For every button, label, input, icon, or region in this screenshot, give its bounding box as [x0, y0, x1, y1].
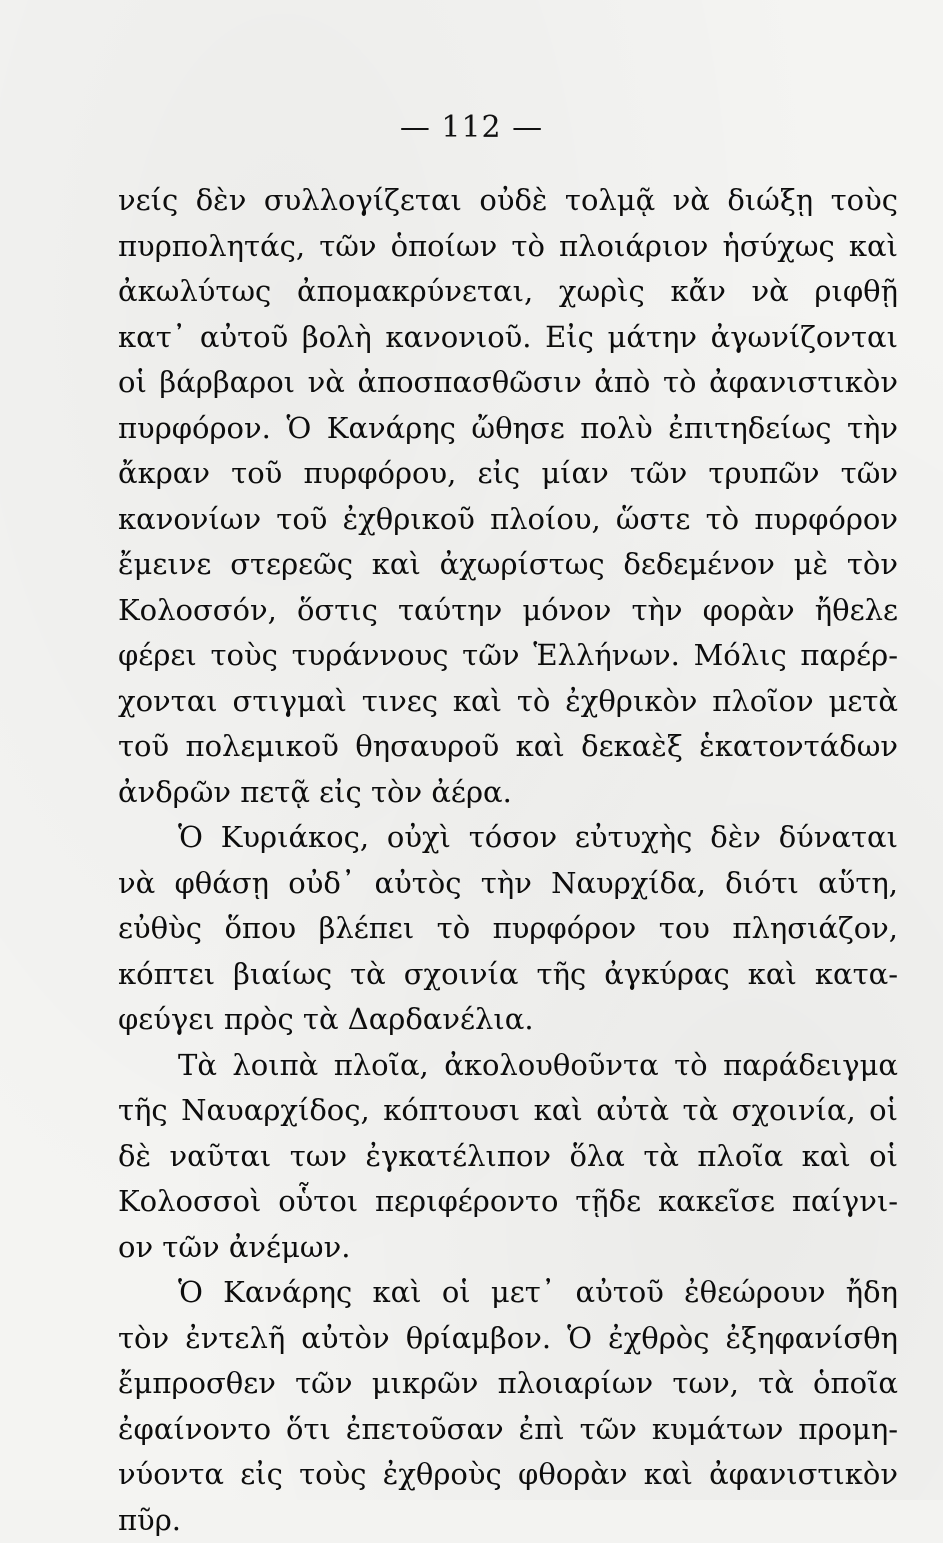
text-line: χονται στιγμαὶ τινες καὶ τὸ ἐχθρικὸν πλοῖον μετὰ [118, 679, 898, 725]
text-line: φέρει τοὺς τυράννους τῶν Ἑλλήνων. Μόλις παρέρ- [118, 633, 898, 679]
text-line: ἄκραν τοῦ πυρφόρου, εἰς μίαν τῶν τρυπῶν τῶν [118, 451, 898, 497]
page-number: — 112 — [0, 110, 943, 145]
text-line: ἔμπροσθεν τῶν μικρῶν πλοιαρίων των, τὰ ὁποῖα [118, 1361, 898, 1407]
text-line: Κολοσσόν, ὅστις ταύτην μόνον τὴν φορὰν ἤθελε [118, 588, 898, 634]
text-line: πυρπολητάς, τῶν ὁποίων τὸ πλοιάριον ἡσύχως καὶ [118, 224, 898, 270]
text-line: τὸν ἐντελῆ αὐτὸν θρίαμβον. Ὁ ἐχθρὸς ἐξηφανίσθη [118, 1316, 898, 1362]
text-line: πῦρ. [118, 1498, 898, 1543]
text-line: τοῦ πολεμικοῦ θησαυροῦ καὶ δεκαὲξ ἑκατοντάδων [118, 724, 898, 770]
text-line: δὲ ναῦται των ἐγκατέλιπον ὅλα τὰ πλοῖα καὶ οἱ [118, 1134, 898, 1180]
text-line: Ὁ Κανάρης καὶ οἱ μετ᾽ αὐτοῦ ἐθεώρουν ἤδη [118, 1270, 898, 1316]
text-line: νύοντα εἰς τοὺς ἐχθροὺς φθορὰν καὶ ἀφανιστικὸν [118, 1452, 898, 1498]
text-line: νείς δὲν συλλογίζεται οὐδὲ τολμᾷ νὰ διώξῃ τοὺς [118, 178, 898, 224]
text-line: Κολοσσοὶ οὗτοι περιφέροντο τῇδε κακεῖσε παίγνι- [118, 1179, 898, 1225]
text-line: κανονίων τοῦ ἐχθρικοῦ πλοίου, ὥστε τὸ πυρφόρον [118, 497, 898, 543]
text-line: τῆς Ναυαρχίδος, κόπτουσι καὶ αὐτὰ τὰ σχοινία, οἱ [118, 1088, 898, 1134]
text-line: νὰ φθάσῃ οὐδ᾽ αὐτὸς τὴν Ναυρχίδα, διότι αὕτη, [118, 861, 898, 907]
text-line: πυρφόρον. Ὁ Κανάρης ὤθησε πολὺ ἐπιτηδείως τὴν [118, 406, 898, 452]
text-line: ἀνδρῶν πετᾷ εἰς τὸν ἀέρα. [118, 770, 898, 816]
text-line: οἱ βάρβαροι νὰ ἀποσπασθῶσιν ἀπὸ τὸ ἀφανιστικὸν [118, 360, 898, 406]
text-line: εὐθὺς ὅπου βλέπει τὸ πυρφόρον του πλησιάζον, [118, 906, 898, 952]
text-line: Τὰ λοιπὰ πλοῖα, ἀκολουθοῦντα τὸ παράδειγμα [118, 1043, 898, 1089]
text-line: Ὁ Κυριάκος, οὐχὶ τόσον εὐτυχὴς δὲν δύναται [118, 815, 898, 861]
text-line: ἀκωλύτως ἀπομακρύνεται, χωρὶς κἄν νὰ ριφθῇ [118, 269, 898, 315]
body-text [118, 178, 898, 1543]
text-line: ἔμεινε στερεῶς καὶ ἀχωρίστως δεδεμένον μὲ τὸν [118, 542, 898, 588]
text-line: ον τῶν ἀνέμων. [118, 1225, 898, 1271]
text-line: κατ᾽ αὐτοῦ βολὴ κανονιοῦ. Εἰς μάτην ἀγωνίζονται [118, 315, 898, 361]
text-line: φεύγει πρὸς τὰ Δαρδανέλια. [118, 997, 898, 1043]
text-line: κόπτει βιαίως τὰ σχοινία τῆς ἀγκύρας καὶ κατα- [118, 952, 898, 998]
text-line: ἐφαίνοντο ὅτι ἐπετοῦσαν ἐπὶ τῶν κυμάτων προμη- [118, 1407, 898, 1453]
